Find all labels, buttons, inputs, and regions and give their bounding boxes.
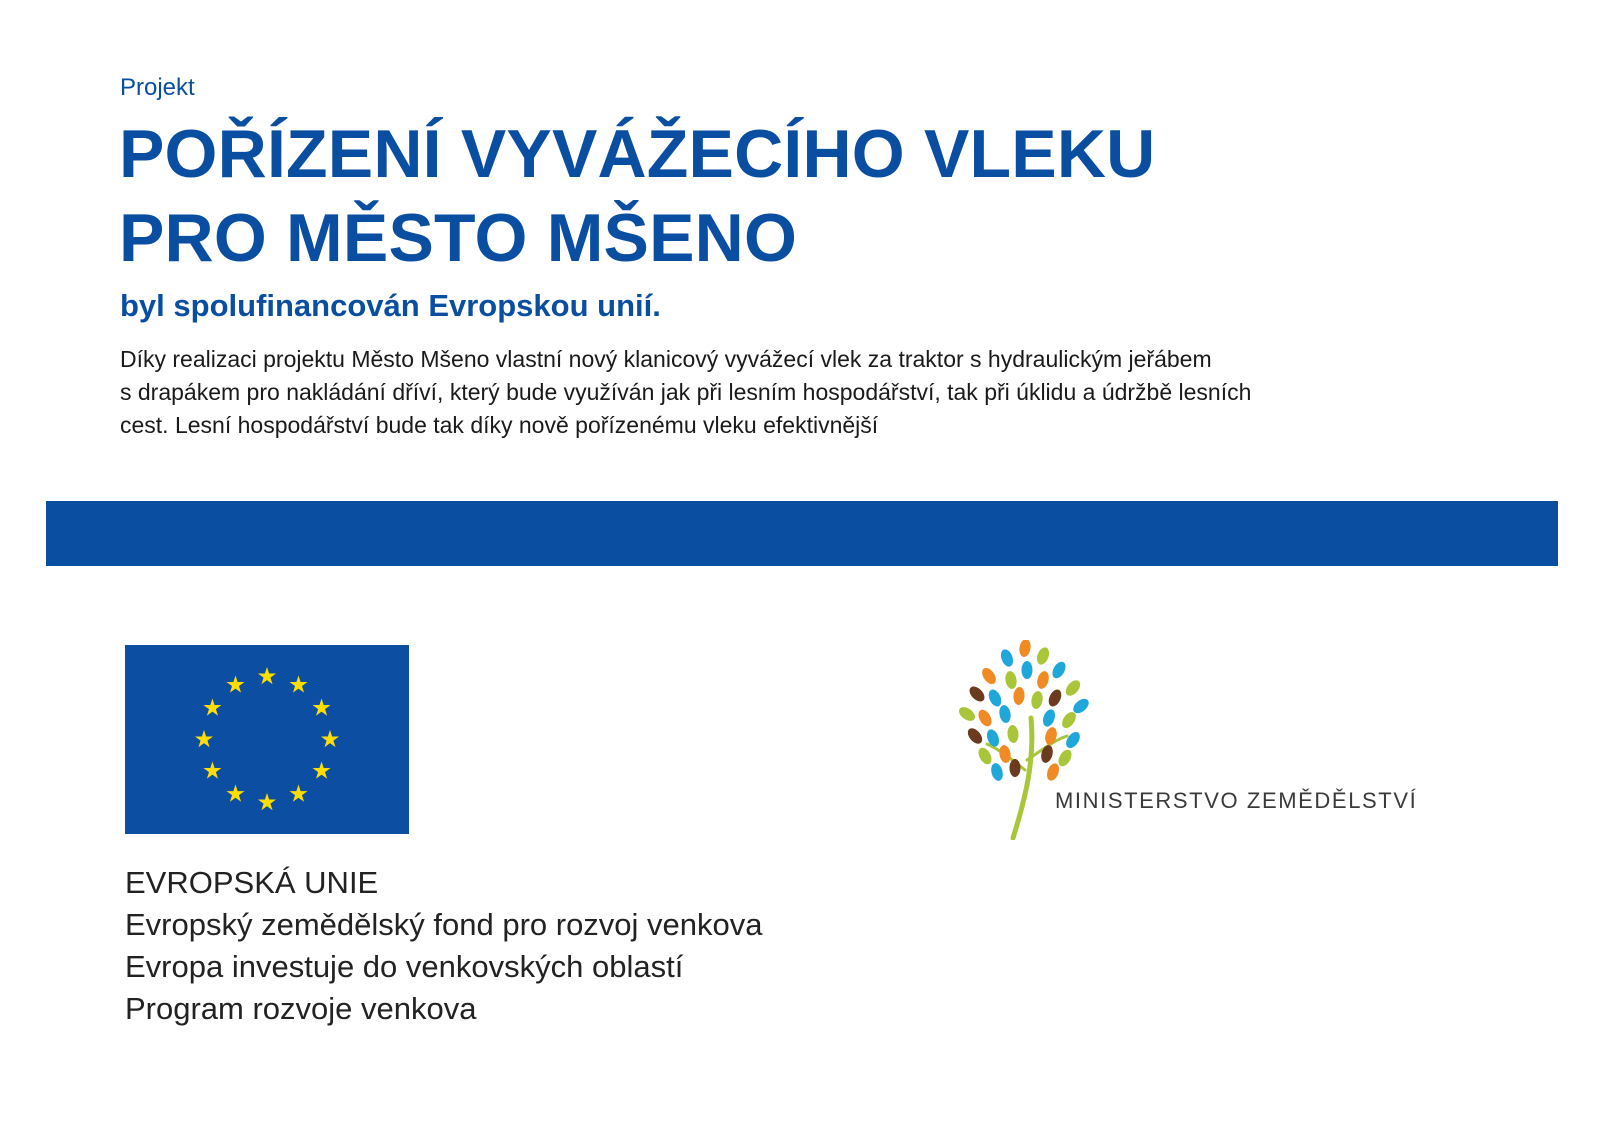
leaf-icon [1056,747,1075,768]
leaf-icon [1046,688,1064,709]
leaf-icon [1050,659,1069,680]
leaf-icon [998,744,1012,764]
blue-divider-bar [46,501,1558,566]
leaf-icon [1043,726,1058,746]
leaf-icon [1035,670,1050,690]
leaf-icon [956,704,977,723]
leaf-icon [979,665,998,686]
ministry-name: MINISTERSTVO ZEMĚDĚLSTVÍ [1055,788,1418,813]
leaf-icon [1022,661,1033,679]
page-title [119,112,1155,280]
leaf-icon [999,648,1015,669]
leaf-icon [1063,729,1082,750]
eu-name: EVROPSKÁ UNIE [125,865,379,900]
leaf-icon [965,726,985,747]
page-title-line-1: POŘÍZENÍ VYVÁŽECÍHO VLEKU [119,116,1156,192]
leaf-icon [1010,759,1021,777]
description-line-3: cest. Lesní hospodářství bude tak díky nově pořízenému vleku efektivnější [120,412,879,438]
eu-fund-name: Evropský zemědělský fond pro rozvoj venkova [125,907,763,942]
leaf-icon [1004,670,1018,690]
description-line-2: s drapákem pro nakládání dříví, který bude využíván jak při lesním hospodářství, tak při úklidu a údržbě lesních [120,379,1252,405]
eu-program-name: Program rozvoje venkova [125,991,477,1026]
subtitle: byl spolufinancován Evropskou unií. [120,288,661,323]
leaf-icon [967,684,988,705]
page-title-line-2: PRO MĚSTO MŠENO [119,200,798,276]
leaf-icon [989,762,1004,782]
project-description [120,343,1450,442]
leaf-icon [1007,725,1020,744]
leaf-icon [1039,744,1054,764]
eu-slogan: Evropa investuje do venkovských oblastí [125,949,684,984]
leaf-icon [998,704,1012,724]
project-label: Projekt [120,74,195,101]
leaf-icon [1041,708,1057,729]
leaf-icon [986,688,1004,709]
description-line-1: Díky realizaci projektu Město Mšeno vlastní nový klanicový vyvážecí vlek za traktor s hydraulickým jeřábem [120,346,1212,372]
leaf-icon [976,707,995,728]
eu-info [125,862,763,1030]
leaf-icon [1018,640,1032,658]
leaf-icon [1045,762,1061,783]
eu-flag-icon [125,645,409,834]
leaf-icon [1030,690,1044,710]
leaf-icon [1013,687,1026,706]
leaf-icon [976,745,995,766]
leaf-icon [1063,678,1083,699]
leaf-icon [1035,646,1051,667]
